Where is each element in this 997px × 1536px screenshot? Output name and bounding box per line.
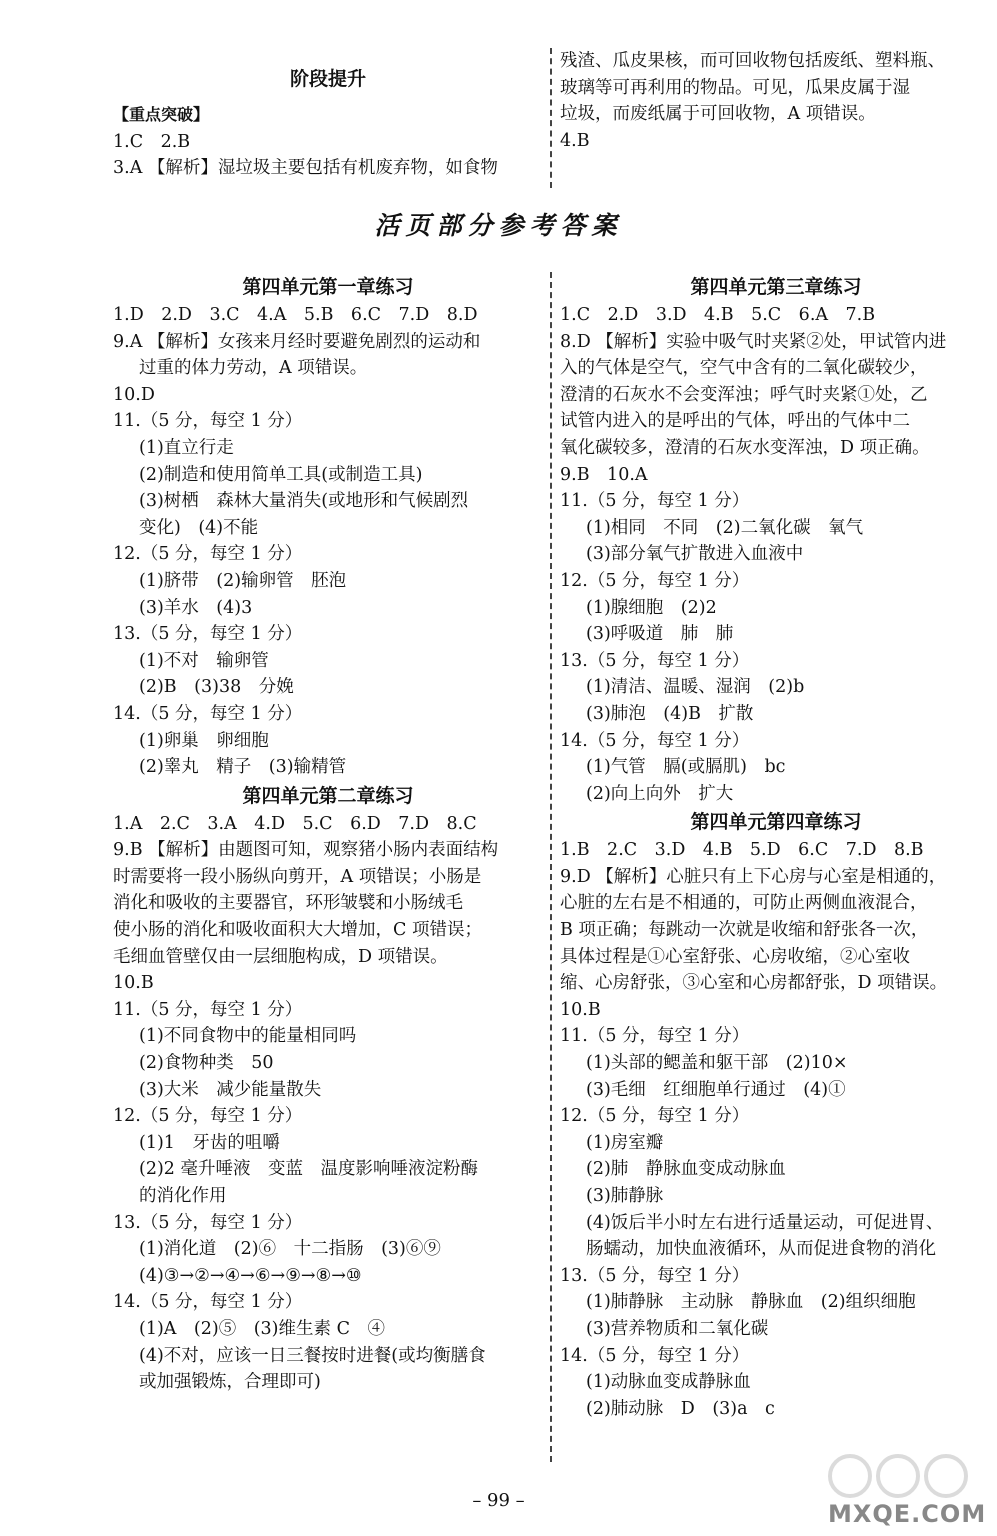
answer-subline: (1)相同 不同 (2)二氧化碳 氧气 — [586, 517, 864, 538]
answer-line: 10.B — [113, 973, 154, 994]
answer-subline: 或加强锻炼，合理即可) — [139, 1372, 321, 1393]
answer-subline: 肠蠕动，加快血液循环，从而促进食物的消化 — [586, 1239, 936, 1260]
answer-line: 残渣、瓜皮果核，而可回收物包括废纸、塑料瓶、 — [560, 51, 945, 71]
answer-line: 4.B — [560, 130, 590, 151]
main-divider — [550, 272, 552, 1462]
answer-subline: (1)A (2)⑤ (3)维生素 C ④ — [139, 1318, 385, 1339]
answer-line: 9.B 【解析】由题图可知，观察猪小肠内表面结构 — [113, 840, 499, 861]
answer-subline: (1)腺细胞 (2)2 — [586, 597, 717, 618]
answer-subline: (3)大米 减少能量散失 — [139, 1079, 322, 1100]
answer-subline: (3)肺静脉 — [586, 1186, 664, 1206]
answer-line: 12.（5 分，每空 1 分） — [560, 1106, 750, 1127]
answer-line: 1.A 2.C 3.A 4.D 5.C 6.D 7.D 8.C — [113, 813, 477, 834]
answer-line: 9.A 【解析】女孩来月经时要避免剧烈的运动和 — [113, 331, 481, 352]
answer-line: 11.（5 分，每空 1 分） — [560, 1026, 750, 1047]
answer-subline: (1)肺静脉 主动脉 静脉血 (2)组织细胞 — [586, 1292, 916, 1313]
chapter-title: 第四单元第三章练习 — [690, 276, 862, 298]
watermark-text: MXQE.COM — [828, 1500, 987, 1528]
answer-line: 心脏的左右是不相通的，可防止两侧血液混合， — [560, 893, 928, 914]
answer-line: 3.A 【解析】湿垃圾主要包括有机废弃物，如食物 — [113, 158, 498, 179]
answer-line: 11.（5 分，每空 1 分） — [113, 999, 303, 1020]
answer-subline: (1)气管 膈(或膈肌) bc — [586, 757, 786, 778]
page-number: – 99 – — [472, 1490, 525, 1511]
answer-subline: (4)③→②→④→⑥→⑨→⑧→⑩ — [139, 1265, 362, 1286]
answer-line: 具体过程是①心室舒张、心房收缩，②心室收 — [560, 946, 910, 967]
answer-subline: (1)直立行走 — [139, 437, 234, 458]
answer-subline: (2)食物种类 50 — [139, 1053, 274, 1074]
answer-subline: (4)饭后半小时左右进行适量运动，可促进胃、 — [586, 1212, 944, 1233]
answer-subline: (2)2 毫升唾液 变蓝 温度影响唾液淀粉酶 — [139, 1159, 478, 1180]
stage-title: 阶段提升 — [289, 68, 366, 90]
answer-subline: 过重的体力劳动，A 项错误。 — [139, 358, 368, 379]
answer-subline: (1)不同食物中的能量相同吗 — [139, 1026, 357, 1047]
answer-line: 试管内进入的是呼出的气体，呼出的气体中二 — [560, 411, 910, 432]
answer-subline: (1)不对 输卵管 — [139, 650, 269, 671]
answer-line: 14.（5 分，每空 1 分） — [113, 1292, 303, 1313]
answer-line: 11.（5 分，每空 1 分） — [113, 411, 303, 432]
answer-line: 缩、心房舒张，③心室和心房都舒张，D 项错误。 — [560, 973, 948, 994]
answer-line: 10.B — [560, 999, 601, 1020]
answer-subline: (3)毛细 红细胞单行通过 (4)① — [586, 1079, 846, 1100]
answer-subline: (2)睾丸 精子 (3)输精管 — [139, 757, 347, 778]
answer-subline: (1)1 牙齿的咀嚼 — [139, 1132, 280, 1153]
chapter-title: 第四单元第一章练习 — [242, 276, 414, 298]
section-banner: 活页部分参考答案 — [374, 211, 623, 240]
answer-line: 10.D — [113, 384, 155, 405]
answer-line: 12.（5 分，每空 1 分） — [113, 544, 303, 565]
answer-subline: (2)向上向外 扩大 — [586, 783, 734, 804]
key-breakthrough-label: 【重点突破】 — [113, 105, 210, 124]
answer-line: 入的气体是空气，空气中含有的二氧化碳较少， — [560, 358, 928, 379]
answer-subline: (1)清洁、温暖、湿润 (2)b — [586, 677, 805, 698]
answer-line: 1.D 2.D 3.C 4.A 5.B 6.C 7.D 8.D — [113, 305, 478, 325]
answer-line: 12.（5 分，每空 1 分） — [560, 570, 750, 591]
answer-subline: (4)不对，应该一日三餐按时进餐(或均衡膳食 — [139, 1345, 486, 1366]
answer-line: 澄清的石灰水不会变浑浊；呼气时夹紧①处，乙 — [560, 384, 928, 405]
answer-line: 13.（5 分，每空 1 分） — [113, 1212, 303, 1233]
answer-line: 13.（5 分，每空 1 分） — [113, 624, 303, 645]
answer-subline: (3)呼吸道 肺 肺 — [586, 624, 734, 645]
answer-line: 1.B 2.C 3.D 4.B 5.D 6.C 7.D 8.B — [560, 840, 924, 861]
answer-subline: (2)制造和使用简单工具(或制造工具) — [139, 464, 423, 485]
answer-line: 1.C 2.B — [113, 131, 191, 152]
answer-line: 时需要将一段小肠纵向剪开，A 项错误；小肠是 — [113, 866, 482, 887]
answer-line: 14.（5 分，每空 1 分） — [560, 1345, 750, 1366]
answer-line: 1.C 2.D 3.D 4.B 5.C 6.A 7.B — [560, 305, 876, 325]
top-right-block — [560, 48, 990, 154]
answer-line: 垃圾，而废纸属于可回收物，A 项错误。 — [560, 104, 876, 125]
answer-subline: (1)头部的鳃盖和躯干部 (2)10× — [586, 1053, 848, 1074]
answer-line: B 项正确；每跳动一次就是收缩和舒张各一次， — [560, 920, 929, 941]
chapter-title: 第四单元第二章练习 — [242, 784, 414, 807]
answer-line: 13.（5 分，每空 1 分） — [560, 650, 750, 671]
answer-subline: (3)营养物质和二氧化碳 — [586, 1318, 769, 1339]
answer-line: 玻璃等可再利用的物品。可见，瓜果皮属于湿 — [560, 77, 910, 98]
chapter-title: 第四单元第四章练习 — [690, 811, 862, 834]
answer-line: 12.（5 分，每空 1 分） — [113, 1106, 303, 1127]
top-left-block — [113, 64, 543, 182]
answer-subline: (3)部分氧气扩散进入血液中 — [586, 544, 804, 565]
answer-subline: (1)动脉血变成静脉血 — [586, 1372, 751, 1393]
answer-line: 氧化碳较多，澄清的石灰水变浑浊，D 项正确。 — [560, 437, 930, 458]
answer-subline: 的消化作用 — [139, 1186, 227, 1206]
left-column — [113, 272, 543, 1396]
top-divider — [550, 48, 552, 188]
answer-line: 14.（5 分，每空 1 分） — [113, 703, 303, 724]
answer-subline: (2)肺动脉 D (3)a c — [586, 1398, 775, 1419]
answer-line: 14.（5 分，每空 1 分） — [560, 730, 750, 751]
answer-line: 8.D 【解析】实验中吸气时夹紧②处，甲试管内进 — [560, 331, 947, 352]
answer-line: 消化和吸收的主要器官，环形皱襞和小肠绒毛 — [113, 893, 463, 914]
answer-subline: (1)消化道 (2)⑥ 十二指肠 (3)⑥⑨ — [139, 1239, 441, 1260]
answer-subline: (1)卵巢 卵细胞 — [139, 730, 269, 751]
answer-line: 9.D 【解析】心脏只有上下心房与心室是相通的， — [560, 866, 947, 887]
answer-subline: (1)房室瓣 — [586, 1132, 664, 1153]
answer-subline: (2)B (3)38 分娩 — [139, 677, 294, 698]
answer-subline: (3)树栖 森林大量消失(或地形和气候剧烈 — [139, 491, 469, 512]
answer-line: 11.（5 分，每空 1 分） — [560, 491, 750, 512]
answer-subline: (1)脐带 (2)输卵管 胚泡 — [139, 570, 347, 591]
answer-subline: (2)肺 静脉血变成动脉血 — [586, 1159, 786, 1180]
answer-line: 使小肠的消化和吸收面积大大增加，C 项错误； — [113, 920, 482, 941]
right-column — [560, 272, 992, 1422]
answer-subline: (3)羊水 (4)3 — [139, 597, 253, 618]
answer-line: 13.（5 分，每空 1 分） — [560, 1265, 750, 1286]
answer-line: 毛细血管壁仅由一层细胞构成，D 项错误。 — [113, 946, 448, 967]
answer-subline: 变化) (4)不能 — [139, 517, 259, 538]
answer-line: 9.B 10.A — [560, 464, 648, 485]
answer-subline: (3)肺泡 (4)B 扩散 — [586, 703, 754, 724]
